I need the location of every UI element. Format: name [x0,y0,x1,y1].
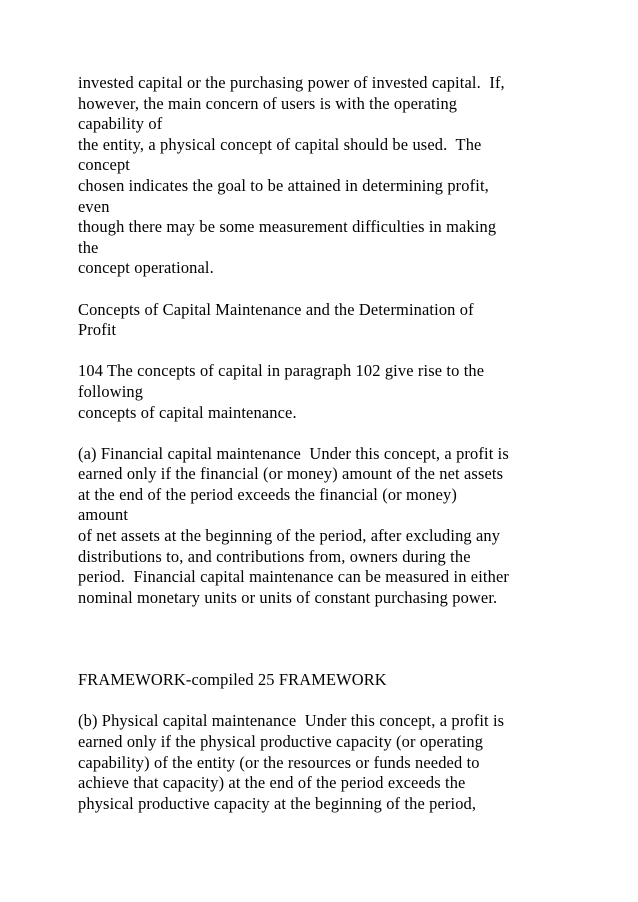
text-line: distributions to, and contributions from, owners during the [78,546,471,566]
text-line: invested capital or the purchasing power of invested capital. If, [78,73,505,92]
text-line: concept operational. [78,258,214,278]
text-line: (a) Financial capital maintenance Under this concept, a profit is [78,443,509,463]
text-line: though there may be some measurement difficulties in making [78,217,497,237]
text-line: concepts of capital maintenance. [78,402,297,422]
text-line: 104 The concepts of capital in paragraph 102 give rise to the [78,361,485,381]
text-line: earned only if the financial (or money) amount of the net assets [78,464,504,484]
text-line: of net assets at the beginning of the period, after excluding any [78,526,501,546]
text-line: nominal monetary units or units of constant purchasing power. [78,587,498,607]
text-line: achieve that capacity) at the end of the period exceeds the [78,773,466,793]
text-line [78,608,618,629]
text-line: even [78,196,110,216]
text-line: FRAMEWORK-compiled 25 FRAMEWORK [78,670,387,690]
text-line [78,650,618,671]
text-line [78,629,618,650]
text-line: earned only if the physical productive capacity (or operating [78,732,484,751]
text-line: amount [78,505,129,525]
text-line: the [78,237,99,257]
document-body [78,73,618,814]
text-line: capability) of the entity (or the resources or funds needed to [78,752,480,772]
text-line [78,279,618,300]
text-line: (b) Physical capital maintenance Under this concept, a profit is [78,711,505,731]
text-line: capability of [78,114,163,134]
text-line [78,423,618,444]
text-line [78,341,618,362]
text-line: physical productive capacity at the beginning of the period, [78,793,477,813]
text-line: the entity, a physical concept of capital should be used. The [78,134,482,154]
text-line: period. Financial capital maintenance can be measured in either [78,567,510,587]
text-line: at the end of the period exceeds the financial (or money) [78,484,458,504]
text-line [78,691,618,712]
text-line: chosen indicates the goal to be attained in determining profit, [78,175,489,195]
text-line: following [78,381,144,401]
text-line: concept [78,155,131,175]
text-line: Profit [78,320,117,340]
text-line: Concepts of Capital Maintenance and the Determination of [78,299,474,319]
text-line: however, the main concern of users is with the operating [78,93,458,113]
